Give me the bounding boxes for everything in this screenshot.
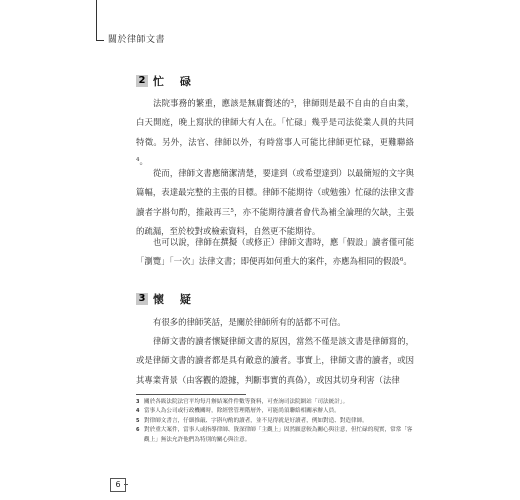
- footnote-ref: 6: [399, 257, 404, 264]
- section-heading-busy: [136, 73, 197, 89]
- section-number-badge: 3: [136, 293, 148, 305]
- header-corner-line: [96, 0, 97, 40]
- footnote-ref: 4: [136, 156, 140, 163]
- section-heading-doubt: [136, 291, 197, 307]
- section-title: 懷 疑: [153, 293, 197, 306]
- footnote-item: 3 關於各級法院法官平均每月辦結案件件數等資料，可查詢司法院網站「司法統計」。: [136, 399, 349, 405]
- paragraph-5: 律師文書的讀者懷疑律師文書的原因，當然不僅是該文書是律師寫的，或是律師文書的讀者都是具有敵意的讀者。事實上，律師文書的讀者，或因其專業背景（由客觀的證據，判斷事實的真偽），或因其切身利害（法律: [136, 336, 414, 385]
- section-title: 忙 碌: [153, 75, 197, 88]
- section-number-badge: 2: [136, 75, 148, 87]
- footnote-ref: 5: [230, 207, 234, 214]
- paragraph-4: 有很多的律師笑話，是關於律師所有的話都不可信。: [153, 317, 346, 327]
- paragraph-2: 從而，律師文書應簡潔清楚，要達到（或希望達到）以最簡短的文字與篇幅，表達最完整的主張的目標。律師不能期待（或勉強）忙碌的法律文書讀者字斟句酌，推敲再三$^5$，亦不能期待讀者會代為補全論理的欠缺，主張的疏漏，至於校對或檢索資料，自然更不能期待。: [136, 168, 414, 236]
- running-header: 關於律師文書: [108, 35, 166, 45]
- paragraph-3: 也可以說，律師在撰擬（或修正）律師文書時，應「假設」讀者僅可能「瀏覽」「一次」法律文書；即便再如何重大的案件，亦應為相同的假設$^6$。: [136, 237, 414, 267]
- footnote-separator: [136, 394, 246, 395]
- footnote-item: 4 當事人為公司或行政機關時，除經營管理階層外，可能尚須聯絡相關承辦人員。: [136, 408, 340, 415]
- paragraph-1: 法院事務的繁重，應該是無庸贅述的$^3$，律師則是最不自由的自由業，白天開庭，晚上寫狀的律師大有人在。「忙碌」幾乎是司法從業人員的共同特徵。另外，法官、律師以外，有時當事人可能比律師更忙碌，更難聯絡$^4$。: [136, 98, 415, 166]
- footnotes: [136, 398, 416, 445]
- footnote-ref: 3: [290, 99, 294, 105]
- page-number: 6: [110, 478, 126, 492]
- page-number-tick: [124, 484, 128, 485]
- footnote-item: 5 對律師文書言，仔細推敲、字斟句酌的讀者，並不見得就是好讀者，例如對造、對造律師。: [136, 417, 368, 424]
- footnote-item: 6 對於重大案件，當事人或指導律師、資深律師「主觀上」固然願意較為關心與注意，但忙碌的現實，常常「客觀上」無法允許他們為特別的關心與注意。: [136, 427, 413, 443]
- header-corner-tick: [96, 40, 104, 41]
